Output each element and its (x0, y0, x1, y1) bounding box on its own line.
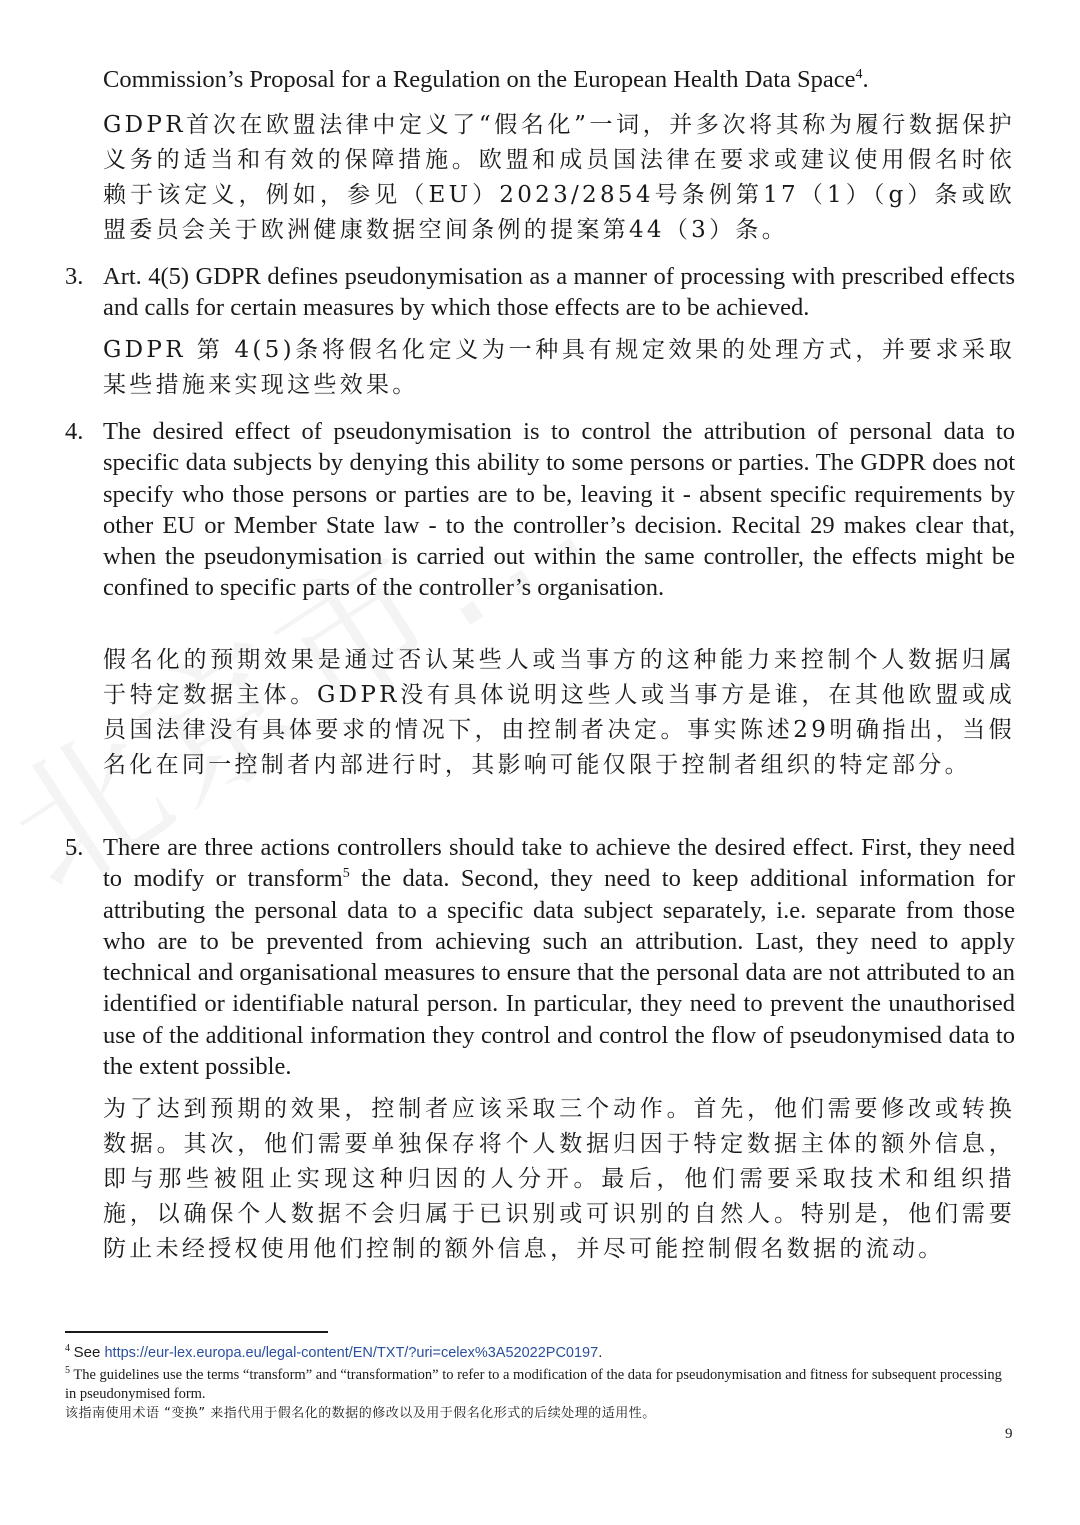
footnote-5-zh: 该指南使用术语 “变换” 来指代用于假名化的数据的修改以及用于假名化形式的后续处理的适用性。 (65, 1406, 656, 1421)
page-number: 9 (1005, 1426, 1013, 1442)
item-number: 4. (65, 418, 84, 445)
footnote-divider (65, 1331, 328, 1333)
intro-en-paragraph (103, 64, 1015, 95)
footnote-4-link[interactable]: https://eur-lex.europa.eu/legal-content/EN/TXT/?uri=celex%3A52022PC0197 (104, 1345, 599, 1361)
footnote-ref-4[interactable]: 4 (855, 66, 863, 82)
item-5-zh-paragraph: 为了达到预期的效果，控制者应该采取三个动作。首先，他们需要修改或转换数据。其次，他们需要单独保存将个人数据归因于特定数据主体的额外信息，即与那些被阻止实现这种归因的人分开。最后，他们需要采取技术和组织措施，以确保个人数据不会归属于已识别或可识别的自然人。特别是，他们需要防止未经授权使用他们控制的额外信息，并尽可能控制假名数据的流动。 (103, 1096, 1015, 1262)
footnote-5-number: 5 (65, 1365, 70, 1377)
footnote-4-end: . (598, 1344, 603, 1361)
footnote-4 (65, 1344, 1015, 1363)
item-3-zh-paragraph: GDPR 第 4(5)条将假名化定义为一种具有规定效果的处理方式，并要求采取某些措施来实现这些效果。 (103, 337, 1015, 398)
footnote-ref-5[interactable]: 5 (342, 866, 350, 882)
item-5-en-text-a: There are three actions controllers should take to achieve the desired effect. First, they need to modify or transform (103, 834, 1015, 893)
intro-en-text: Commission’s Proposal for a Regulation on the European Health Data Space (103, 66, 856, 93)
item-3-en-paragraph: Art. 4(5) GDPR defines pseudonymisation as a manner of processing with prescribed effects and calls for certain measures by which those effects are to be achieved. (103, 263, 1015, 322)
item-number: 5. (65, 834, 84, 861)
item-5-en-text-b: the data. Second, they need to keep additional information for attributing the personal data to a specific data subject separately, i.e. separate from those who are to be prevented from achieving such an attribution. Last, they need to apply technical and organisational measures to ensure that the personal data are not attributed to an identified or identifiable natural person. In particular, they need to prevent the unauthorised use of the additional information they control and control the flow of pseudonymised data to the extent possible. (103, 865, 1015, 1081)
footnote-4-number: 4 (65, 1343, 70, 1355)
item-5-en-paragraph (103, 832, 1015, 1082)
footnote-4-prefix: See (73, 1344, 105, 1361)
intro-en-end: . (862, 66, 869, 93)
item-4-en-paragraph: The desired effect of pseudonymisation is to control the attribution of personal data to specific data subjects by denying this ability to some persons or parties. The GDPR does not specify who those persons or parties are to be, leaving it - absent specific requirements by other EU or Member State law - to the controller’s decision. Recital 29 makes clear that, when the pseudonymisation is carried out within the same controller, the effects might be confined to specific parts of the controller’s organisation. (103, 418, 1015, 602)
footnote-5 (65, 1366, 1015, 1403)
intro-zh-paragraph: GDPR首次在欧盟法律中定义了“假名化”一词，并多次将其称为履行数据保护义务的适当和有效的保障措施。欧盟和成员国法律在要求或建议使用假名时依赖于该定义，例如，参见（EU）2023/2854号条例第17（1）（g）条或欧盟委员会关于欧洲健康数据空间条例的提案第44（3）条。 (103, 112, 1015, 243)
item-4-zh-paragraph: 假名化的预期效果是通过否认某些人或当事方的这种能力来控制个人数据归属于特定数据主体。GDPR没有具体说明这些人或当事方是谁，在其他欧盟或成员国法律没有具体要求的情况下，由控制者决定。事实陈述29明确指出，当假名化在同一控制者内部进行时，其影响可能仅限于控制者组织的特定部分。 (103, 647, 1015, 778)
item-number: 3. (65, 263, 84, 290)
footnote-5-en: The guidelines use the terms “transform” and “transformation” to refer to a modification of the data for pseudonymisation and fitness for subsequent processing in pseudonymised form. (65, 1367, 1002, 1402)
